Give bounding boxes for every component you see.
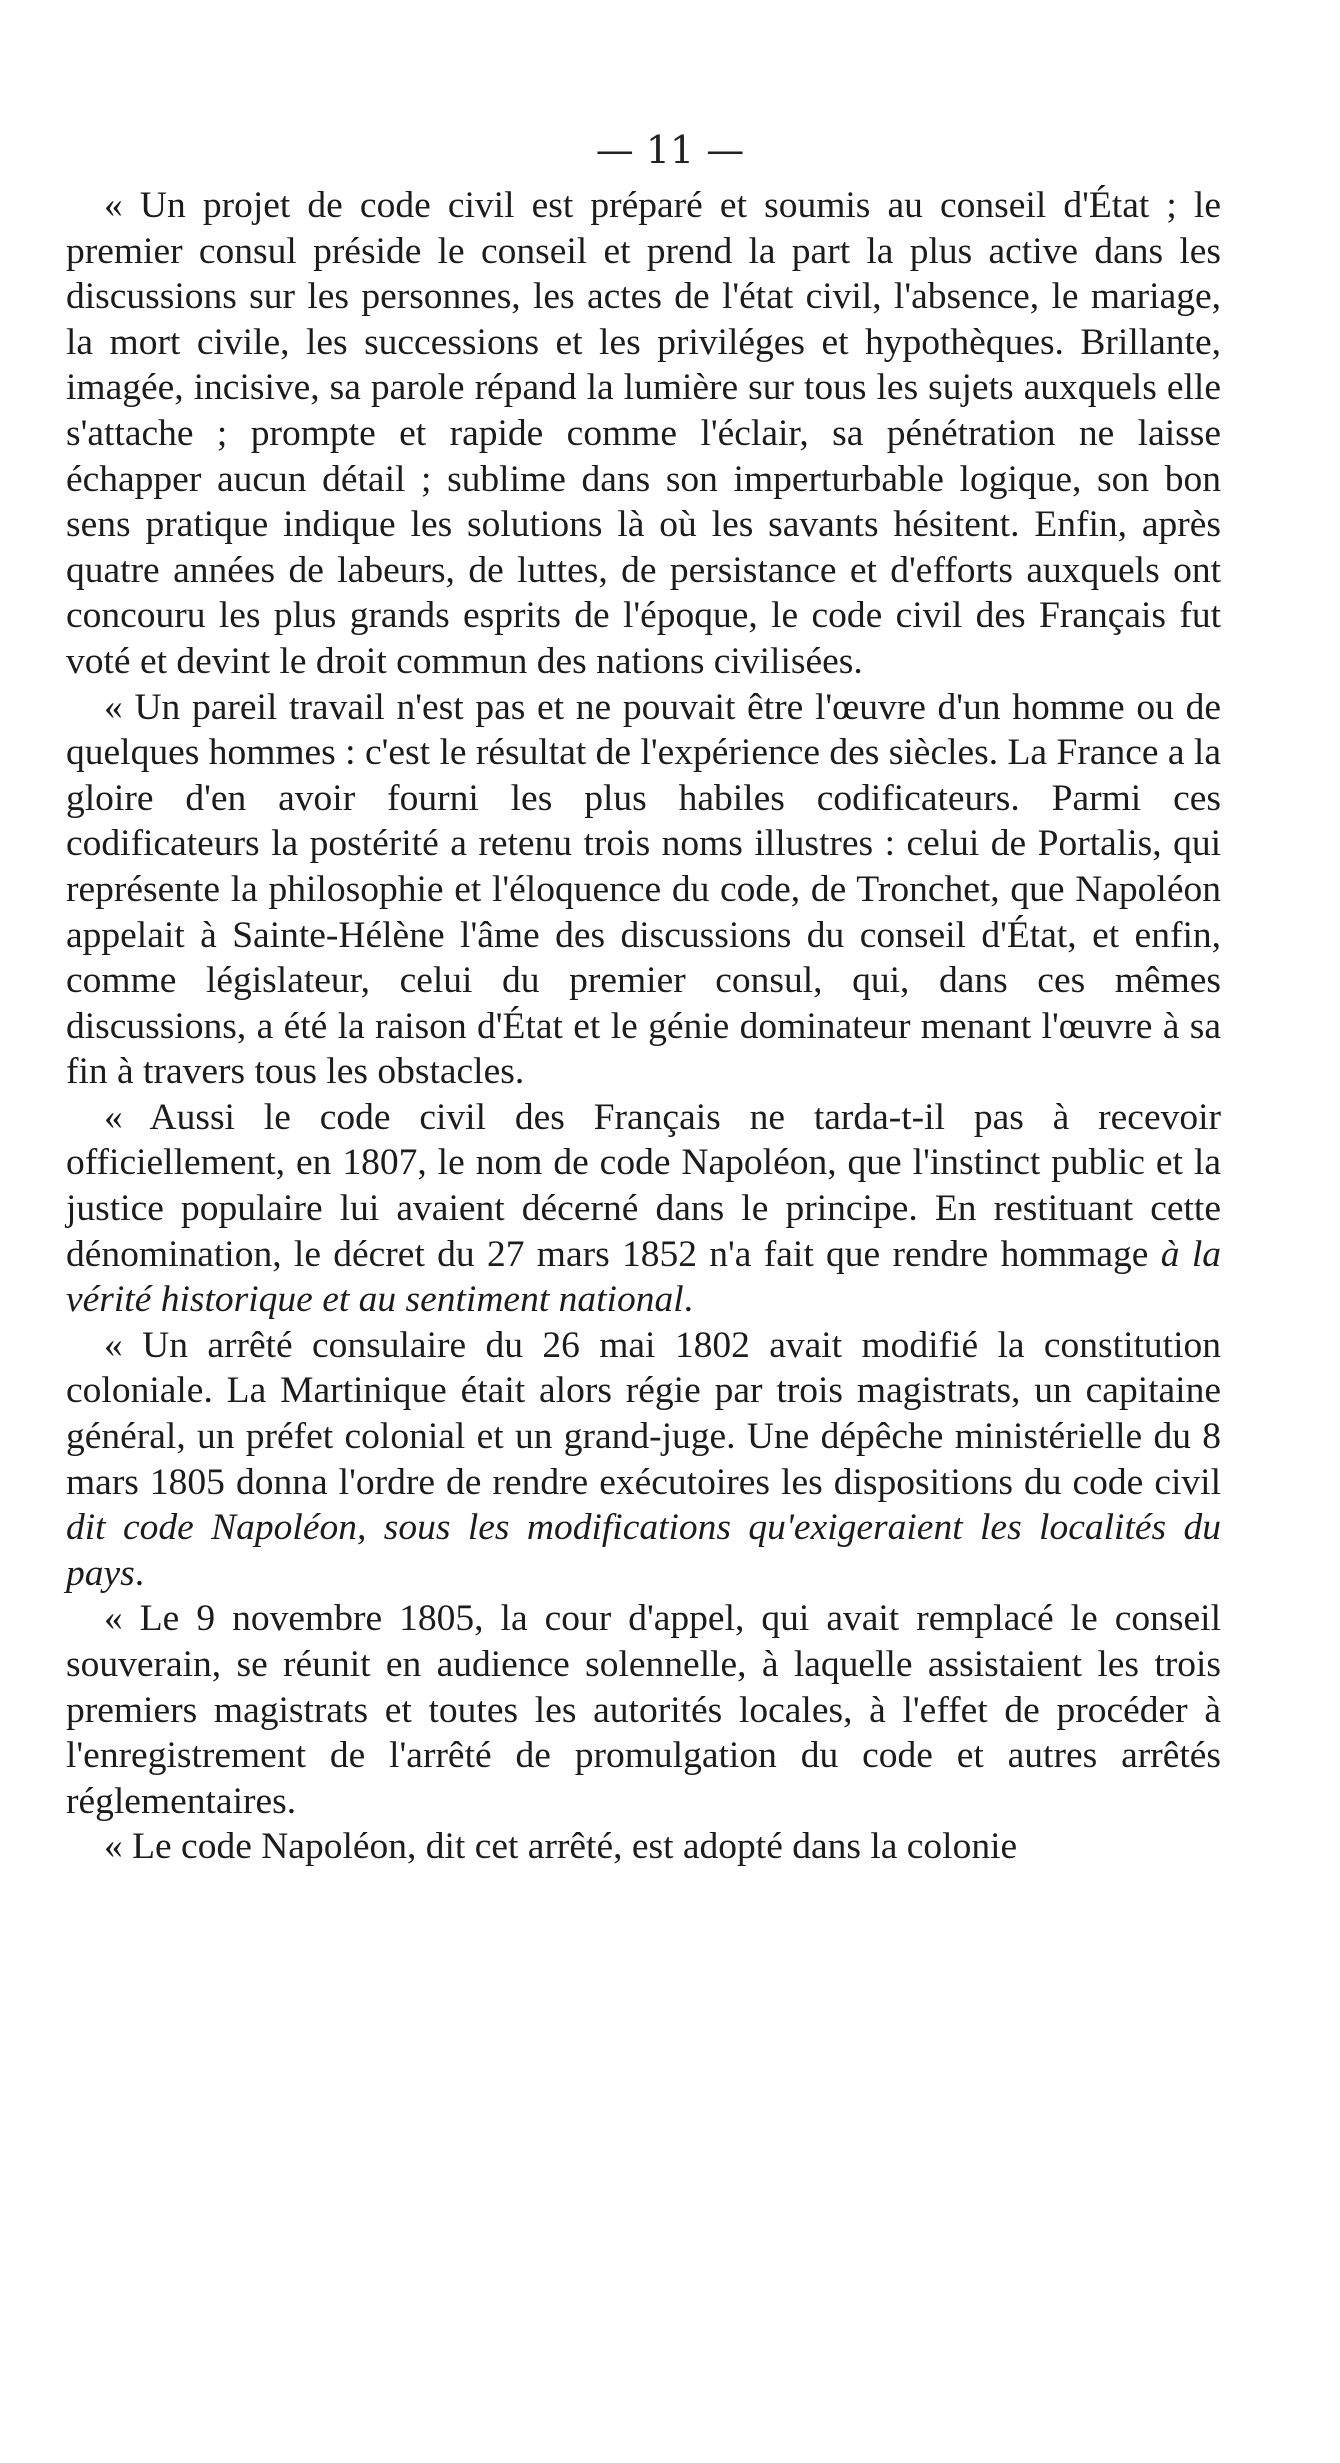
paragraph-punctuation: . — [134, 1552, 145, 1594]
paragraph-cour-appel — [66, 1596, 1221, 1824]
paragraph-codificateurs — [66, 685, 1221, 1095]
paragraph-code-adopte — [66, 1824, 1221, 1870]
paragraph-text: « Le code Napoléon, dit cet arrêté, est adopté dans la colonie — [104, 1826, 1018, 1868]
paragraph-code-napoleon-name — [66, 1095, 1221, 1323]
paragraph-text: « Un projet de code civil est préparé et soumis au conseil d'État ; le premier consul préside le conseil et prend la part la plus active dans les discussions sur les personnes, les actes de l'état civil, l'absence, le mariage, la mort civile, les successions et les priviléges et hypothèques. Brillante, imagée, incisive, sa parole répand la lumière sur tous les sujets auxquels elle s'attache ; prompte et rapide comme l'éclair, sa pénétration ne laisse échapper aucun détail ; sublime dans son imperturbable logique, son bon sens pratique indique les solutions là où les savants hésitent. Enfin, après quatre années de labeurs, de luttes, de persistance et d'efforts auxquels ont concouru les plus grands esprits de l'époque, le code civil des Français fut voté et devint le droit commun des nations civilisées. — [66, 185, 1221, 682]
paragraph-punctuation: . — [683, 1279, 693, 1321]
paragraph-code-civil-preparation — [66, 183, 1221, 685]
body-text — [66, 183, 1221, 1870]
paragraph-text: « Le 9 novembre 1805, la cour d'appel, qui avait remplacé le conseil souverain, se réunit en audience solennelle, à laquelle assistaient les trois premiers magistrats et toutes les autorités locales, à l'effet de procéder à l'enregistrement de l'arrêté de promulgation du code et autres arrêtés réglementaires. — [66, 1598, 1221, 1822]
paragraph-martinique-constitution — [66, 1323, 1221, 1597]
paragraph-text: « Un pareil travail n'est pas et ne pouvait être l'œuvre d'un homme ou de quelques hommes : c'est le résultat de l'expérience des siècles. La France a la gloire d'en avoir fourni les plus habiles codificateurs. Parmi ces codificateurs la postérité a retenu trois noms illustres : celui de Portalis, qui représente la philosophie et l'éloquence du code, de Tronchet, que Napoléon appelait à Sainte-Hélène l'âme des discussions du conseil d'État, et enfin, comme législateur, celui du premier consul, qui, dans ces mêmes discussions, a été la raison d'État et le génie dominateur menant l'œuvre à sa fin à travers tous les obstacles. — [66, 686, 1221, 1093]
page-number: — 11 — — [595, 128, 745, 172]
paragraph-text: « Un arrêté consulaire du 26 mai 1802 avait modifié la constitution coloniale. La Martinique était alors régie par trois magistrats, un capitaine général, un préfet colonial et un grand-juge. Une dépêche ministérielle du 8 mars 1805 donna l'ordre de rendre exécutoires les dispositions du code civil — [66, 1324, 1221, 1503]
paragraph-italic-quote: à la vérité historique et au sentiment national — [66, 1233, 1221, 1321]
paragraph-text: « Aussi le code civil des Français ne tarda-t-il pas à recevoir officiellement, en 1807, le nom de code Napoléon, que l'instinct public et la justice populaire lui avaient décerné dans le principe. En restituant cette dénomination, le décret du 27 mars 1852 n'a fait que rendre hommage — [66, 1096, 1221, 1275]
paragraph-italic-quote: dit code Napoléon, sous les modifications qu'exigeraient les localités du pays — [66, 1507, 1221, 1594]
